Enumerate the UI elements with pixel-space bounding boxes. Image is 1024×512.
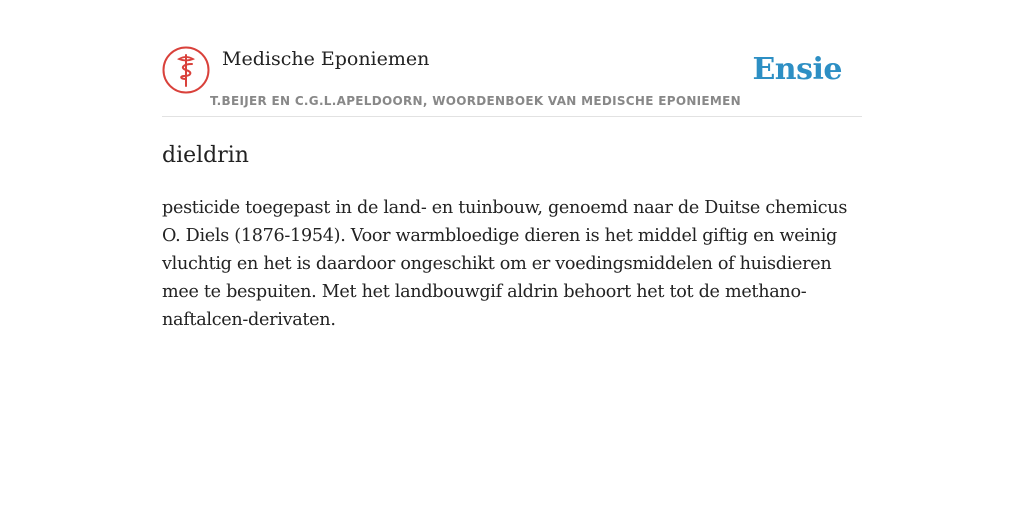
dictionary-title[interactable]: Medische Eponiemen [222,48,430,70]
dictionary-source: T.BEIJER EN C.G.L.APELDOORN, WOORDENBOEK VAN MEDISCHE EPONIEMEN [210,94,742,108]
entry-definition: pesticide toegepast in de land- en tuinbouw, genoemd naar de Duitse chemicus O. Diels (1876-1954). Voor warmbloedige dieren is het middel giftig en weinig vluchtig en het is daardoor ongeschikt om er voedingsmiddelen of huisdieren mee te bespuiten. Met het landbouwgif aldrin behoort het tot de methano-naftalcen-derivaten. [162,198,848,330]
entry-term: dieldrin [162,143,249,168]
caduceus-icon [162,46,210,94]
brand-logo[interactable]: Ensie [752,52,842,87]
entry-card [162,46,862,334]
entry-header [162,46,862,117]
